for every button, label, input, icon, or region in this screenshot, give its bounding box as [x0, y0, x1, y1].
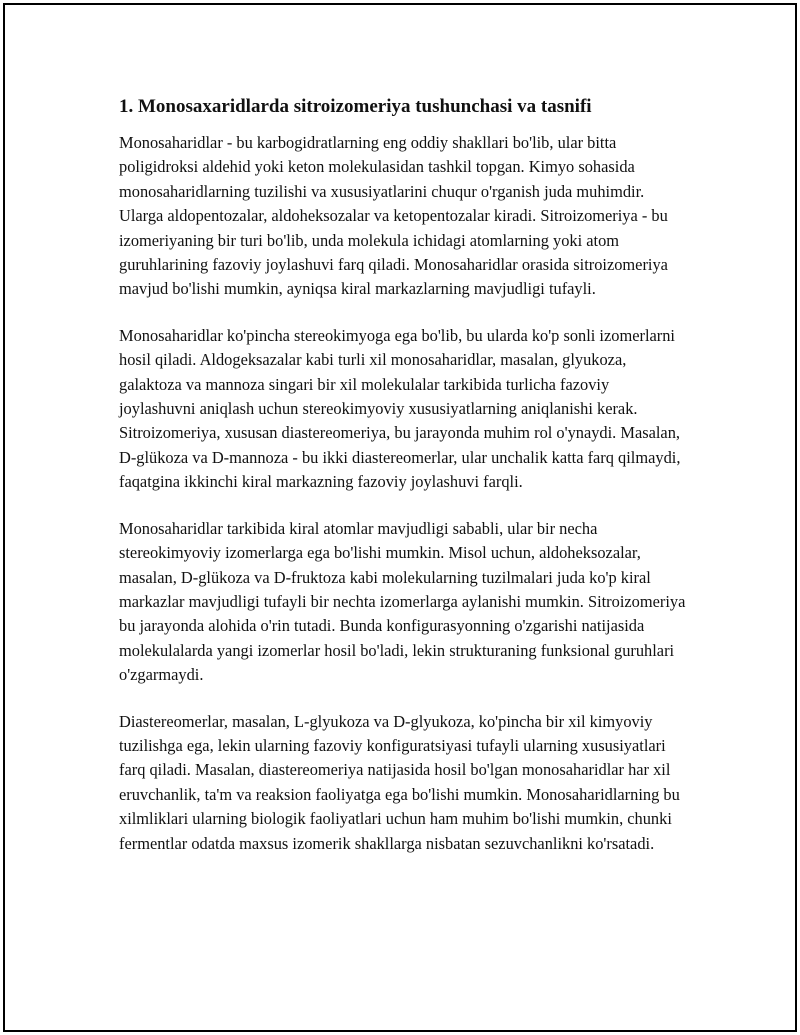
document-body — [119, 95, 689, 878]
paragraph-3: Monosaharidlar tarkibida kiral atomlar mavjudligi sababli, ular bir necha stereokimyoviy izomerlarga ega bo'lishi mumkin. Misol uchun, aldoheksozalar, masalan, D-glükoza va D-fruktoza kabi molekularning tuzilmalari juda ko'p kiral markazlar mavjudligi tufayli bir nechta izomerlarga aylanishi mumkin. Sitroizomeriya bu jarayonda alohida o'rin tutadi. Bunda konfigurasyonning o'zgarishi natijasida molekulalarda yangi izomerlar hosil bo'ladi, lekin strukturaning funksional guruhlari o'zgarmaydi. — [119, 518, 686, 685]
paragraph-1: Monosaharidlar - bu karbogidratlarning eng oddiy shakllari bo'lib, ular bitta poligidroksi aldehid yoki keton molekulasidan tashkil topgan. Kimyo sohasida monosaharidlarning tuzilishi va xususiyatlarini chuqur o'rganish juda muhimdir. Ularga aldopentozalar, aldoheksozalar va ketopentozalar kiradi. Sitroizomeriya - bu izomeriyaning bir turi bo'lib, unda molekula ichidagi atomlarning yoki atom guruhlarining fazoviy joylashuvi farq qiladi. Monosaharidlar orasida sitroizomeriya mavjud bo'lishi mumkin, ayniqsa kiral markazlarning mavjudligi tufayli. — [119, 133, 668, 299]
section-heading: 1. Monosaxaridlarda sitroizomeriya tushunchasi va tasnifi — [119, 96, 592, 117]
paragraph-2: Monosaharidlar ko'pincha stereokimyoga ega bo'lib, bu ularda ko'p sonli izomerlarni hosil qiladi. Aldogeksazalar kabi turli xil monosaharidlar, masalan, glyukoza, galaktoza va mannoza singari bir xil molekulalar tarkibida turlicha fazoviy joylashuvni aniqlash uchun stereokimyoviy xususiyatlarning aniqlanishi kerak. Sitroizomeriya, xususan diastereomeriya, bu jarayonda muhim rol o'ynaydi. Masalan, D-glükoza va D-mannoza - bu ikki diastereomerlar, ular unchalik katta farq qilmaydi, faqatgina ikkinchi kiral markazning fazoviy joylashuvi farqli. — [119, 325, 681, 492]
paragraph-4: Diastereomerlar, masalan, L-glyukoza va D-glyukoza, ko'pincha bir xil kimyoviy tuzilishga ega, lekin ularning fazoviy konfiguratsiyasi tufayli ularning xususiyatlari farq qiladi. Masalan, diastereomeriya natijasida hosil bo'lgan monosaharidlar har xil eruvchanlik, ta'm va reaksion faoliyatga ega bo'lishi mumkin. Monosaharidlarning bu xilmliklari ularning biologik faoliyatlari uchun ham muhim bo'lishi mumkin, chunki fermentlar odatda maxsus izomerik shakllarga nisbatan sezuvchanlikni ko'rsatadi. — [119, 711, 680, 853]
